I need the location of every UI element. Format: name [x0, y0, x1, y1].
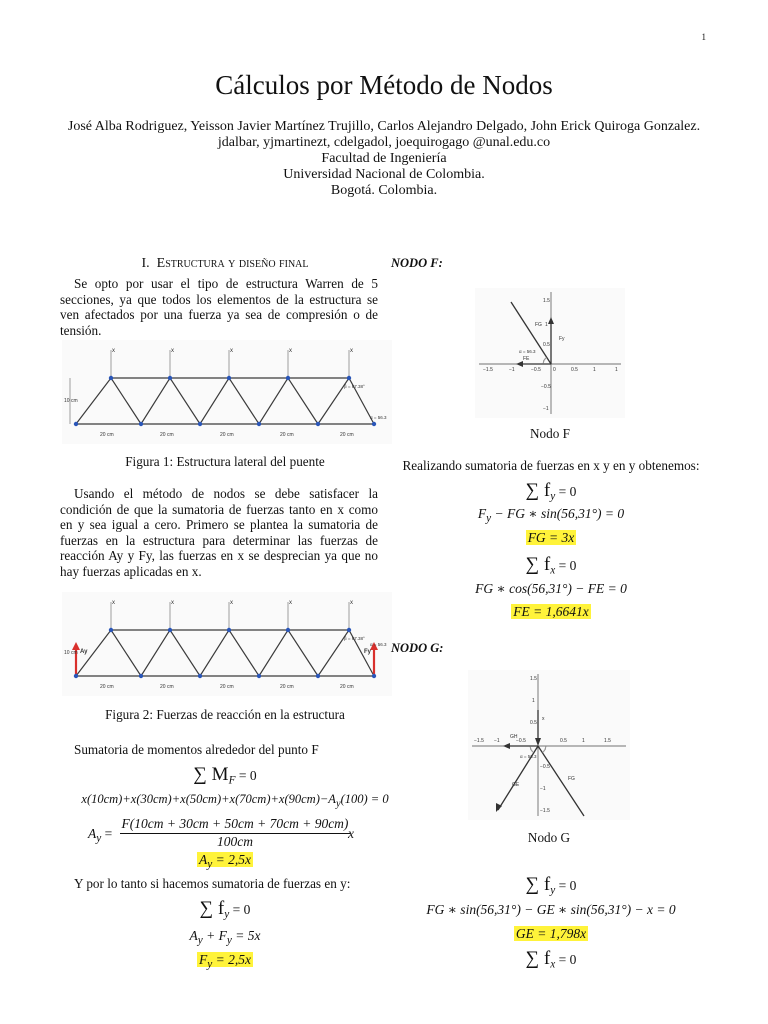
- svg-text:1.5: 1.5: [543, 298, 550, 304]
- svg-text:1.5: 1.5: [530, 676, 537, 682]
- span-label: 20 cm: [340, 684, 354, 690]
- load-label: x: [350, 348, 353, 354]
- height-label: 10 cm: [64, 398, 78, 404]
- equation-fe-result: [392, 604, 710, 620]
- svg-text:−1.5: −1.5: [474, 738, 484, 744]
- span-label: 20 cm: [160, 684, 174, 690]
- equation-g-y-balance: FG ∗ sin(56,31°) − GE ∗ sin(56,31°) − x = 0: [426, 902, 676, 917]
- author-city: Bogotá. Colombia.: [330, 183, 438, 198]
- highlighted-result: $A_y = 2,5x$: [199, 852, 251, 871]
- alpha-label: α = 56.3: [519, 349, 536, 354]
- svg-text:1: 1: [582, 738, 585, 744]
- equation-sum-moments: ∑ $M_F = 0$: [193, 764, 257, 787]
- load-label: x: [350, 600, 353, 606]
- load-label: x: [112, 348, 115, 354]
- svg-text:1: 1: [545, 322, 548, 328]
- figure-2-reactions: [62, 592, 392, 696]
- svg-text:0.5: 0.5: [560, 738, 567, 744]
- span-label: 20 cm: [100, 684, 114, 690]
- equation-ge-result: [392, 926, 710, 942]
- section-heading: [60, 256, 390, 272]
- equation-fg-result: [392, 530, 710, 546]
- nodo-g-diagram: [468, 670, 630, 820]
- svg-text:−1: −1: [543, 406, 549, 412]
- paper-title: Cálculos por Método de Nodos: [215, 70, 553, 100]
- section-title: Estructura y diseño final: [156, 256, 309, 271]
- fy-label: Fy: [559, 336, 565, 342]
- svg-text:−1.5: −1.5: [540, 808, 550, 814]
- paragraph-moments: Sumatoria de momentos alrededor del punto F: [74, 742, 319, 757]
- figure-2-caption: Figura 2: Fuerzas de reacción en la estructura: [105, 707, 345, 722]
- equation-f-x-balance: FG ∗ cos(56,31°) − FE = 0: [475, 581, 627, 596]
- author-block: [0, 119, 768, 199]
- load-label: x: [171, 600, 174, 606]
- figure-1-truss: [62, 340, 392, 444]
- highlighted-result: FE = 1,6641x: [513, 604, 589, 619]
- paragraph-intro: Se opto por usar el tipo de estructura Warren de 5 secciones, ya que todos los elementos de la estructura se ven afectados por una fuerza ya sea de compresión o de tensión.: [60, 276, 378, 338]
- load-label: x: [289, 600, 292, 606]
- ay-label: Ay: [80, 649, 88, 655]
- svg-text:1: 1: [593, 367, 596, 373]
- height-label: 10 cm: [64, 650, 78, 656]
- ge-label: GE: [512, 782, 520, 788]
- alpha-label: α = 56.3: [520, 754, 537, 759]
- svg-text:−0.5: −0.5: [531, 367, 541, 373]
- equation-fy-result: [60, 952, 390, 971]
- alpha-angle-label: α = 56.3: [370, 642, 387, 647]
- load-label: x: [112, 600, 115, 606]
- equation-ay-plus-fy: $A_y + F_y = 5x$: [189, 928, 261, 947]
- svg-text:0: 0: [553, 367, 556, 373]
- fg-label: FG: [535, 322, 542, 328]
- figure-1-caption: Figura 1: Estructura lateral del puente: [125, 454, 325, 469]
- load-label: x: [230, 348, 233, 354]
- beta-angle-label: β = 67.38°: [344, 384, 365, 389]
- svg-text:0.5: 0.5: [571, 367, 578, 373]
- svg-text:−0.5: −0.5: [516, 738, 526, 744]
- svg-text:−1: −1: [540, 786, 546, 792]
- nodo-g-heading: NODO G:: [391, 641, 444, 655]
- span-label: 20 cm: [100, 432, 114, 438]
- author-emails: jdalbar, yjmartinezt, cdelgadol, joequirogago @unal.edu.co: [217, 135, 551, 150]
- equation-ay-result: [60, 852, 390, 871]
- figure-1-background: [62, 340, 392, 444]
- section-number: I.: [141, 256, 150, 271]
- svg-text:−1: −1: [509, 367, 515, 373]
- equation-moment-expansion: $x(10cm)+x(30cm)+x(50cm)+x(70cm)+x(90cm)-A_y(100) = 0$: [81, 792, 389, 810]
- alpha-angle-label: α = 56.3: [370, 415, 387, 420]
- author-faculty: Facultad de Ingeniería: [321, 151, 447, 166]
- load-label: x: [171, 348, 174, 354]
- equation-f-sum-fx: ∑ $f_x = 0$: [525, 554, 577, 577]
- span-label: 20 cm: [160, 432, 174, 438]
- fe-label: FE: [523, 356, 530, 362]
- svg-text:−0.5: −0.5: [541, 384, 551, 390]
- svg-text:−1: −1: [494, 738, 500, 744]
- page-number: 1: [701, 32, 706, 42]
- span-label: 20 cm: [220, 684, 234, 690]
- gh-label: GH: [510, 734, 518, 740]
- highlighted-result: FG = 3x: [527, 530, 575, 545]
- x-label: x: [542, 716, 545, 722]
- highlighted-result: $F_y = 2,5x$: [199, 952, 251, 971]
- nodo-f-caption: Nodo F: [530, 426, 570, 441]
- span-label: 20 cm: [280, 432, 294, 438]
- paragraph-method: Usando el método de nodos se debe satisfacer la condición de que la sumatoria de fuerzas tanto en x como en y sea igual a cero. Primero se plantea la sumatoria de fuerzas en la estructura para determinar las fuerzas de reacción Ay y Fy, las fuerzas en x se desprecian ya que no hay fuerzas aplicadas en x.: [60, 486, 378, 579]
- equation-g-sum-fy: ∑ $f_y = 0$: [525, 874, 577, 897]
- equation-sum-fy: ∑ $f_y = 0$: [199, 898, 251, 921]
- load-label: x: [230, 600, 233, 606]
- author-university: Universidad Nacional de Colombia.: [283, 167, 485, 182]
- span-label: 20 cm: [220, 432, 234, 438]
- svg-text:0.5: 0.5: [530, 720, 537, 726]
- span-label: 20 cm: [280, 684, 294, 690]
- nodo-f-heading: NODO F:: [391, 256, 443, 270]
- span-label: 20 cm: [340, 432, 354, 438]
- svg-text:1: 1: [532, 698, 535, 704]
- highlighted-result: GE = 1,798x: [515, 926, 587, 941]
- svg-text:0.5: 0.5: [543, 342, 550, 348]
- paragraph-summation: Realizando sumatoria de fuerzas en x y en y obtenemos:: [402, 458, 700, 473]
- paragraph-forces-y: Y por lo tanto si hacemos sumatoria de fuerzas en y:: [74, 876, 351, 891]
- nodo-f-diagram: [475, 288, 625, 418]
- svg-text:−1.5: −1.5: [483, 367, 493, 373]
- equation-f-y-balance: $F_y$ − FG ∗ sin(56,31°) = 0: [477, 506, 625, 525]
- svg-text:−0.5: −0.5: [540, 764, 550, 770]
- fg-label: FG: [568, 776, 575, 782]
- beta-angle-label: β = 67.38°: [344, 636, 365, 641]
- figure-2-background: [62, 592, 392, 696]
- fy-label: Fy: [364, 649, 372, 655]
- equation-g-sum-fx: ∑ $f_x = 0$: [525, 948, 577, 971]
- svg-text:1.5: 1.5: [604, 738, 611, 744]
- load-label: x: [289, 348, 292, 354]
- equation-f-sum-fy: ∑ $f_y = 0$: [525, 480, 577, 503]
- author-names: José Alba Rodriguez, Yeisson Javier Martínez Trujillo, Carlos Alejandro Delgado, John Erick Quiroga Gonzalez.: [67, 119, 701, 134]
- nodo-g-caption: Nodo G: [527, 830, 571, 845]
- svg-text:1: 1: [615, 367, 618, 373]
